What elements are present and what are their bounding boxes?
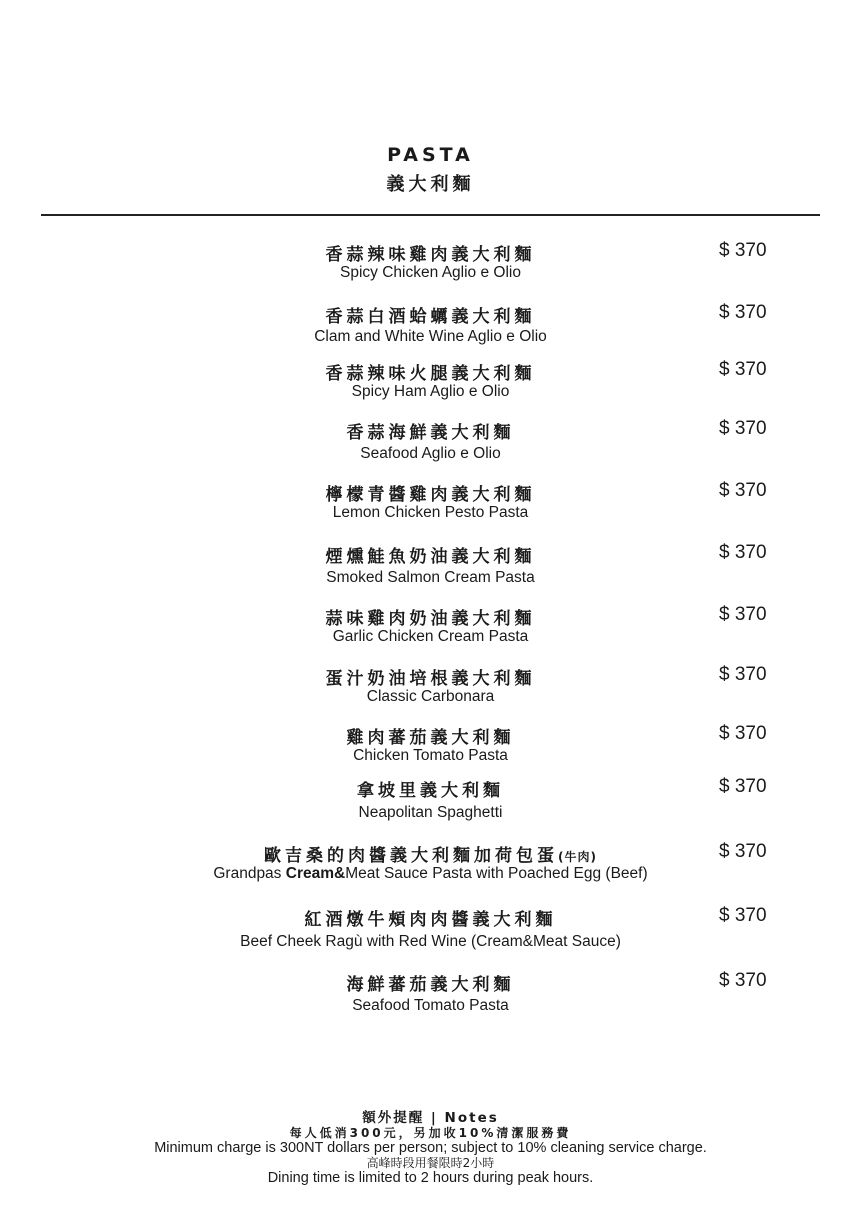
minimum-charge-english: Minimum charge is 300NT dollars per person; subject to 10% cleaning service charge. <box>154 1140 707 1156</box>
item-name-english: Spicy Ham Aglio e Olio <box>351 383 510 400</box>
item-price: $ 370 <box>719 359 767 380</box>
time-limit-english: Dining time is limited to 2 hours during peak hours. <box>267 1170 594 1186</box>
item-price: $ 370 <box>719 776 767 797</box>
divider <box>41 214 820 216</box>
item-name-chinese: 蒜味雞肉奶油義大利麵 <box>325 609 536 629</box>
item-name-chinese: 煙燻鮭魚奶油義大利麵 <box>325 547 536 567</box>
item-price: $ 370 <box>719 480 767 501</box>
item-name-chinese: 香蒜辣味火腿義大利麵 <box>325 364 536 384</box>
time-limit-chinese: 高峰時段用餐限時2小時 <box>366 1156 495 1170</box>
item-name-english: Spicy Chicken Aglio e Olio <box>340 264 521 281</box>
item-name-note: (牛肉) <box>558 850 597 864</box>
item-name-chinese: 拿坡里義大利麵 <box>357 781 504 801</box>
item-name-chinese: 海鮮蕃茄義大利麵 <box>346 975 515 995</box>
section-title-chinese: 義大利麵 <box>386 174 475 195</box>
item-price: $ 370 <box>719 418 767 439</box>
item-name-chinese: 紅酒燉牛頰肉肉醬義大利麵 <box>304 910 557 930</box>
item-name-chinese: 香蒜辣味雞肉義大利麵 <box>325 245 536 265</box>
notes-section <box>0 1111 861 1186</box>
item-price: $ 370 <box>719 302 767 323</box>
item-price: $ 370 <box>719 970 767 991</box>
item-name-english: Classic Carbonara <box>366 688 495 705</box>
item-name-english: Grandpas Cream&Meat Sauce Pasta with Poached Egg (Beef) <box>213 865 648 882</box>
item-name-english: Seafood Tomato Pasta <box>352 997 509 1014</box>
item-price: $ 370 <box>719 841 767 862</box>
minimum-charge-chinese: 每人低消300元，另加收10%清潔服務費 <box>289 1126 572 1140</box>
item-name-english: Seafood Aglio e Olio <box>360 445 501 462</box>
item-name-english: Chicken Tomato Pasta <box>353 747 508 764</box>
item-name-english: Clam and White Wine Aglio e Olio <box>314 328 547 345</box>
item-name-english: Smoked Salmon Cream Pasta <box>326 569 535 586</box>
item-price: $ 370 <box>719 664 767 685</box>
item-name-chinese: 香蒜海鮮義大利麵 <box>346 423 515 443</box>
item-name-chinese: 蛋汁奶油培根義大利麵 <box>325 669 536 689</box>
notes-title: 額外提醒 | Notes <box>362 1110 499 1126</box>
item-name-chinese: 歐吉桑的肉醬義大利麵加荷包蛋(牛肉) <box>264 846 597 866</box>
item-price: $ 370 <box>719 905 767 926</box>
item-price: $ 370 <box>719 723 767 744</box>
item-name-chinese: 檸檬青醬雞肉義大利麵 <box>325 485 536 505</box>
item-price: $ 370 <box>719 542 767 563</box>
item-name-english: Garlic Chicken Cream Pasta <box>332 628 529 645</box>
item-price: $ 370 <box>719 240 767 261</box>
section-title: PASTA <box>387 144 474 166</box>
item-name-chinese: 香蒜白酒蛤蠣義大利麵 <box>325 307 536 327</box>
item-name-english: Beef Cheek Ragù with Red Wine (Cream&Meat Sauce) <box>240 933 621 950</box>
item-name-english: Neapolitan Spaghetti <box>358 804 503 821</box>
item-price: $ 370 <box>719 604 767 625</box>
item-name-chinese: 雞肉蕃茄義大利麵 <box>346 728 515 748</box>
item-name-english: Lemon Chicken Pesto Pasta <box>332 504 529 521</box>
